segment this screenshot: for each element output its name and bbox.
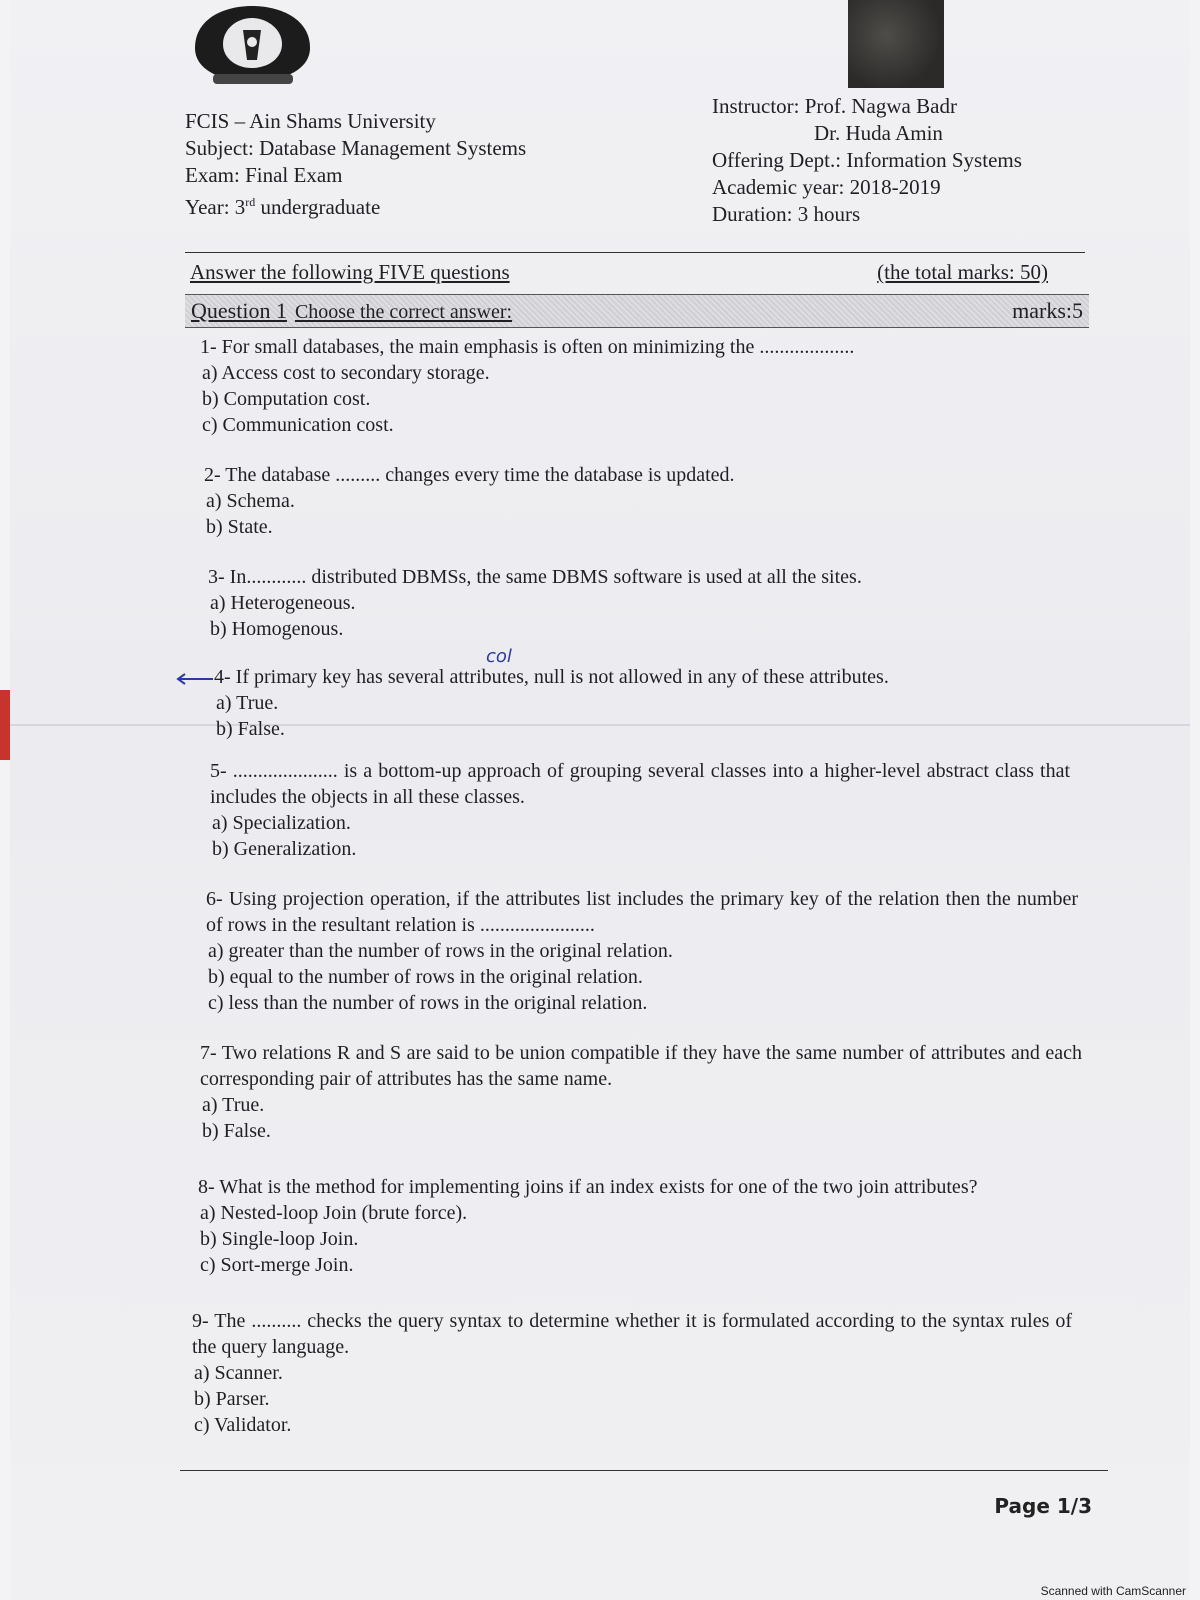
answer-option: a) Scanner. [194,1362,283,1384]
answer-option: b) Homogenous. [210,618,344,640]
header-divider [185,252,1085,253]
question-stem: 5- ..................... is a bottom-up approach of grouping several classes into a higher-level abstract class that includes the objects in all these classes. [210,760,1070,808]
answer-option: c) Communication cost. [202,414,394,436]
answer-option: b) equal to the number of rows in the original relation. [208,966,643,988]
subject-line: Subject: Database Management Systems [185,136,527,160]
answer-option: b) False. [202,1120,271,1142]
question-item [200,1040,1082,1144]
question-1-title [191,298,512,324]
answer-option: c) Sort-merge Join. [200,1254,354,1276]
page-number: Page 1/3 [994,1494,1092,1518]
answer-option: a) True. [202,1094,265,1116]
answer-option: b) Single-loop Join. [200,1228,359,1250]
question-stem: 9- The .......... checks the query syntax to determine whether it is formulated according to the syntax rules of the query language. [192,1310,1072,1358]
year-line [185,189,526,221]
question-stem: 3- In............ distributed DBMSs, the same DBMS software is used at all the sites. [208,566,862,588]
footer-divider [180,1470,1108,1471]
question-item [204,462,735,540]
question-item [210,758,1070,862]
background-fabric [0,690,10,760]
answer-option: a) greater than the number of rows in the original relation. [208,940,673,962]
answer-option: a) Nested-loop Join (brute force). [200,1202,468,1224]
exam-line: Exam: Final Exam [185,163,343,187]
question-stem: 1- For small databases, the main emphasis is often on minimizing the ................... [200,336,855,358]
question-item [208,564,862,642]
answer-option: a) Schema. [206,490,295,512]
answer-option: a) Specialization. [212,812,351,834]
handwritten-arrow-icon [175,672,215,686]
answer-option: b) Computation cost. [202,388,371,410]
question-item [198,1174,977,1278]
question-item [206,886,1078,1016]
question-stem: 4- If primary key has several attributes, null is not allowed in any of these attributes. [214,666,889,688]
question-1-marks: marks:5 [1012,298,1083,323]
year-suffix: undergraduate [255,195,381,219]
answer-option: c) Validator. [194,1414,292,1436]
question-stem: 8- What is the method for implementing joins if an index exists for one of the two join attributes? [198,1176,978,1198]
question-1-label: Question 1 [191,298,287,323]
question-stem: 2- The database ......... changes every time the database is updated. [204,464,735,486]
answer-option: b) Parser. [194,1388,270,1410]
year-superscript: rd [245,195,256,209]
university-logo [185,4,320,92]
question-1-instruction: Choose the correct answer: [294,301,513,323]
question-item [214,664,889,742]
answer-option: b) State. [206,516,273,538]
question-item [192,1308,1072,1438]
answer-option: a) True. [216,692,279,714]
student-photo [848,0,944,88]
answer-option: b) Generalization. [212,838,357,860]
course-info [185,108,526,221]
department-line: Offering Dept.: Information Systems [712,148,1022,172]
handwritten-note: col [486,646,512,667]
duration-line: Duration: 3 hours [712,202,861,226]
university-name: FCIS – Ain Shams University [185,109,436,133]
total-marks: (the total marks: 50) [877,260,1048,284]
answer-option: c) less than the number of rows in the original relation. [208,992,648,1014]
question-item [200,334,854,438]
instructions: Answer the following FIVE questions [190,260,510,284]
instructor-second-line: Dr. Huda Amin [814,121,943,145]
instructor-info [712,93,1022,228]
answer-option: b) False. [216,718,285,740]
academic-year-line: Academic year: 2018-2019 [712,175,941,199]
instructor-line: Instructor: Prof. Nagwa Badr [712,94,957,118]
scanner-watermark: Scanned with CamScanner [1040,1584,1186,1598]
answer-option: a) Access cost to secondary storage. [202,362,490,384]
question-1-bar [185,294,1089,328]
question-stem: 7- Two relations R and S are said to be union compatible if they have the same number of attributes and each corresponding pair of attributes has the same name. [200,1042,1082,1090]
answer-option: a) Heterogeneous. [210,592,356,614]
year-prefix: Year: 3 [185,195,246,219]
question-stem: 6- Using projection operation, if the attributes list includes the primary key of the relation then the number of rows in the resultant relation is ....................... [206,888,1078,936]
